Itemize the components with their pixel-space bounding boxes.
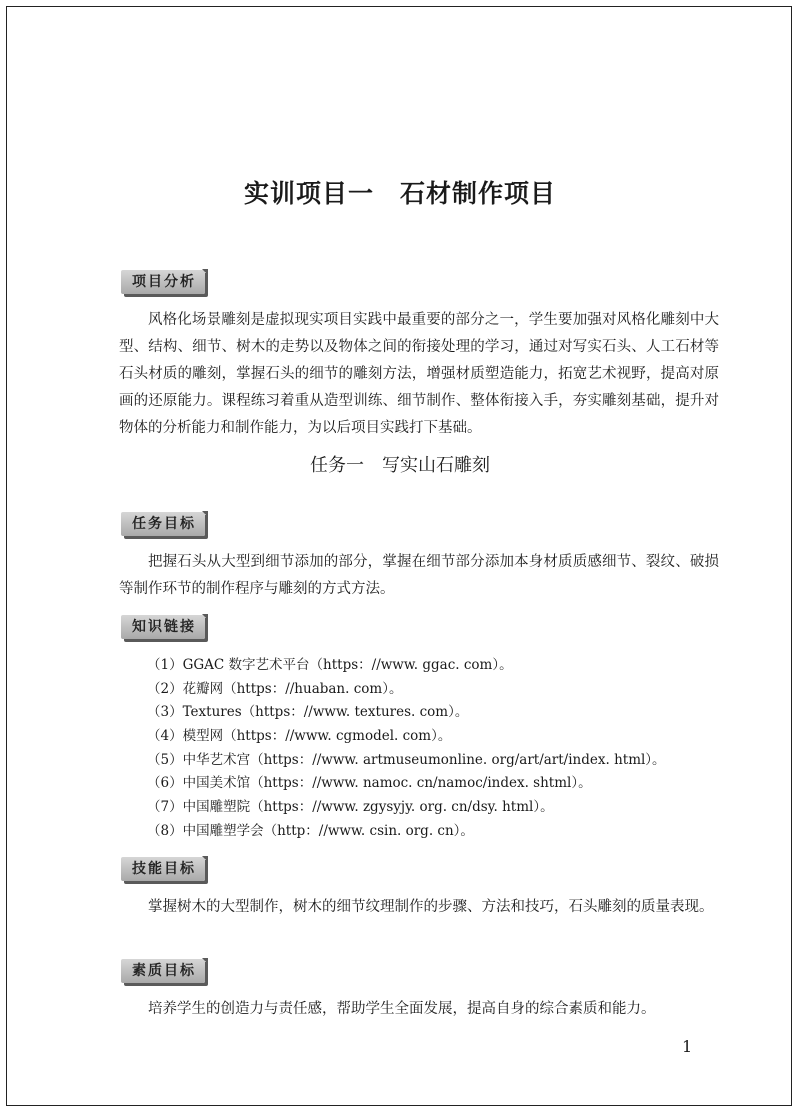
knowledge-link-item: （4）模型网（https：//www. cgmodel. com）。	[147, 728, 452, 745]
section-label: 技能目标	[132, 861, 196, 877]
skill-goal-paragraph: 掌握树木的大型制作，树木的细节纹理制作的步骤、方法和技巧，石头雕刻的质量表现。	[148, 899, 714, 915]
analysis-paragraph: 风格化场景雕刻是虚拟现实项目实践中最重要的部分之一，学生要加强对风格化雕刻中大型、结构、细节、树木的走势以及物体之间的衔接处理的学习，通过对写实石头、人工石材等石头材质的雕刻，掌握石头的细节的雕刻方法，增强材质塑造能力，拓宽艺术视野，提高对原画的还原能力。课程练习着重从造型训练、细节制作、整体衔接入手，夯实雕刻基础，提升对物体的分析能力和制作能力，为以后项目实践打下基础。	[119, 312, 719, 436]
task-goal-paragraph: 把握石头从大型到细节添加的部分，掌握在细节部分添加本身材质质感细节、裂纹、破损等制作环节的制作程序与雕刻的方式方法。	[119, 554, 719, 597]
knowledge-link-item: （5）中华艺术宫（https：//www. artmuseumonline. org/art/art/index. html）。	[147, 751, 666, 768]
knowledge-link-list	[147, 654, 666, 844]
section-badge-analysis	[121, 270, 205, 294]
section-label: 项目分析	[132, 274, 196, 290]
section-badge-quality-goal	[121, 959, 205, 983]
section-label: 知识链接	[132, 619, 196, 635]
section-badge-skill-goal	[121, 857, 205, 881]
knowledge-link-item: （8）中国雕塑学会（http：//www. csin. org. cn）。	[147, 822, 474, 839]
knowledge-link-item: （7）中国雕塑院（https：//www. zgysyjy. org. cn/dsy. html）。	[147, 799, 554, 816]
chapter-title: 实训项目一 石材制作项目	[243, 179, 556, 208]
knowledge-link-item: （6）中国美术馆（https：//www. namoc. cn/namoc/index. shtml）。	[147, 775, 592, 792]
knowledge-link-item: （2）花瓣网（https：//huaban. com）。	[147, 680, 403, 697]
task-title: 任务一 写实山石雕刻	[310, 455, 490, 476]
quality-goal-paragraph: 培养学生的创造力与责任感，帮助学生全面发展，提高自身的综合素质和能力。	[148, 1001, 656, 1017]
section-badge-task-goal	[121, 512, 205, 536]
section-label: 素质目标	[132, 963, 196, 979]
section-label: 任务目标	[132, 516, 196, 532]
knowledge-link-item: （3）Textures（https：//www. textures. com）。	[147, 704, 469, 721]
section-badge-knowledge-links	[121, 615, 205, 639]
knowledge-link-item: （1）GGAC 数字艺术平台（https：//www. ggac. com）。	[147, 657, 513, 673]
page-number: 1	[682, 1037, 693, 1056]
